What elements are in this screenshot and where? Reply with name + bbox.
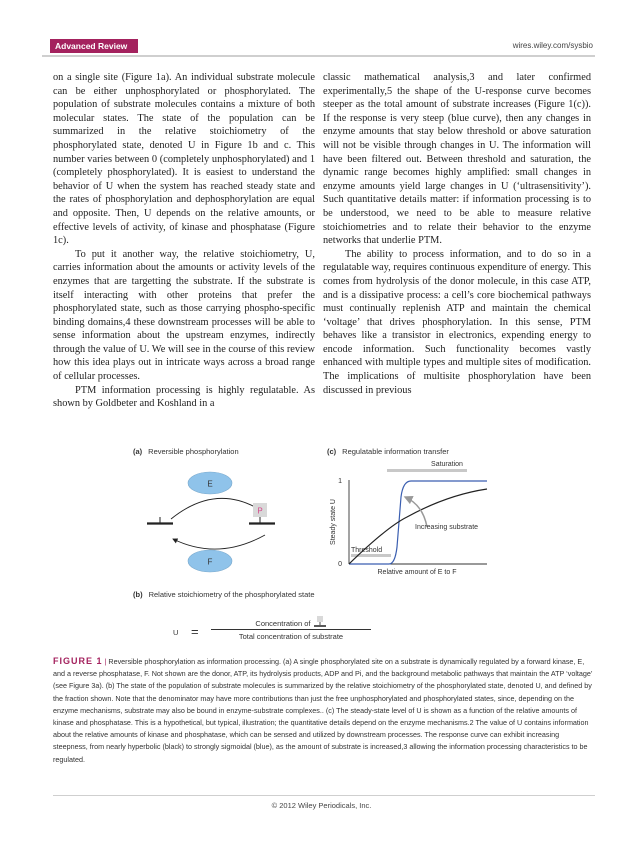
response-curve-chart: [327, 457, 507, 582]
journal-url[interactable]: wires.wiley.com/sysbio: [512, 41, 593, 50]
svg-text:Steady state U: Steady state U: [330, 499, 337, 545]
svg-text:1: 1: [338, 478, 342, 485]
figure-panel-c: [327, 447, 507, 582]
svg-text:Relative amount of E to F: Relative amount of E to F: [377, 569, 457, 576]
svg-text:F: F: [207, 557, 213, 567]
paragraph: The ability to process information, and to do so in a regulatable way, requires continuous expenditure of energy. This comes from hydrolysis of the donor molecule, in this case ATP, and is a dissipative process: a cell’s core biochemical pathways must continually replenish ATP and maintain the chemical ‘voltage’ that drives phosphorylation. In this sense, PTM behaves like a transistor in electronics, expending energy to encode information. Such functionality becomes vastly enhanced with multiple types and multiple sites of modification. The implications of multisite phosphorylation have been discussed in previous: [323, 248, 591, 396]
paragraph: classic mathematical analysis,3 and later confirmed experimentally,5 the shape of the U-response curve becomes steeper as the total amount of substrate increases (Figure 1(c)). If the response is very steep (blue curve), then any changes in enzyme amounts that stay below threshold or above saturation will not be visible through changes in U. The information will have been filtered out. Between threshold and saturation, the dynamic range becomes highly amplified: small changes in enzyme amounts yield large changes in U (‘ultrasensitivity’). Such quantitative details matter: if information processing is to be understood, we need to be able to measure relative stoichiometries and to relate their behavior to the enzyme networks that underlie PTM.: [323, 72, 591, 247]
section-badge: Advanced Review: [50, 39, 138, 53]
right-column: [323, 71, 591, 397]
paragraph: PTM information processing is highly regulatable. As shown by Goldbeter and Koshland in a: [53, 384, 315, 410]
svg-text:E: E: [207, 479, 213, 489]
threshold-label: Threshold: [351, 547, 383, 554]
equation-equals: =: [191, 624, 199, 639]
caption-text: Reversible phosphorylation as information processing. (a) A single phosphorylated site on a substrate is dynamically regulated by a forward kinase, E, and a reverse phosphatase, F. Not shown are the donor, ATP, its hydrolysis products, ADP and Pi, and the background metabolic pathways that maintain the ATP ‘voltage’ (see Figure 3a). (b) The state of the population of substrate molecules is summarized by the relative stoichiometry of the phosphorylated state, denoted U, and defined by the fraction shown. Note that the denominator may have more contributions than just the free unphosphorylated and phosphorylated states, since, depending on the enzyme mechanisms, substrate may also be bound in enzyme-substrate complexes.. (c) The steady-state level of U is shown as a function of the relative amounts of kinase and phosphatase. This is a hypothetical, but typical, illustration; the quantitative details depend on the enzyme mechanisms.2 The value of U contains information about the relative amounts of kinase and phosphatase, which can be sensed and utilized by downstream processes. The response curve can exhibit increasing steepness, from nearly hyperbolic (black) to strongly sigmoidal (blue), as the amount of substrate is increased,3 allowing the information processing characteristics to be regulated.: [53, 657, 593, 764]
phosphorylation-cycle-diagram: [133, 461, 313, 581]
saturation-label: Saturation: [431, 461, 463, 468]
footer-divider: [53, 795, 595, 796]
stoichiometry-equation: [173, 616, 393, 644]
panel-b-label: (b) Relative stoichiometry of the phosphorylated state: [133, 590, 315, 599]
equation-denominator: Total concentration of substrate: [238, 632, 344, 641]
svg-text:0: 0: [338, 561, 342, 568]
equation-lhs: U: [173, 628, 179, 637]
equation-numerator: Concentration of: [255, 619, 311, 628]
figure-panel-a: [133, 447, 313, 577]
paragraph: To put it another way, the relative stoichiometry, U, carries information about the amounts or activity levels of the enzymes that are targetting the substrate. If the substrate is itself interacting with other proteins that prefer the phosphorylated state, such as those carrying phospho-specific binding domains,4 these downstream processes will be able to sense information about the upstream enzymes, indirectly through the value of U. We will see in the course of this review how this idea plays out in intricate ways across a broad range of cellular processes.: [53, 248, 315, 383]
paragraph: on a single site (Figure 1a). An individual substrate molecule can be either unphosphorylated or phosphorylated. The population of substrate molecules contains a mixture of both molecular states. The state of the population can be summarized in the relative stoichiometry of the phosphorylated state, denoted U in Figure 1b and c. This number varies between 0 (completely unphosphorylated) and 1 (completely phosphorylated). It is easiest to understand the behavior of U when the system has reached steady state and the rates of phosphorylation and dephosphorylation are equal and opposite. Then, U depends on the relative amounts, or effective levels of activity, of kinase and phosphatase (Figure 1c).: [53, 72, 315, 247]
increasing-substrate-label: Increasing substrate: [415, 524, 479, 531]
panel-c-label: (c) Regulatable information transfer: [327, 447, 449, 456]
panel-a-label: (a) Reversible phosphorylation: [133, 447, 239, 456]
svg-text:P: P: [257, 506, 263, 516]
left-column: [53, 71, 315, 411]
header-divider: [42, 55, 595, 57]
phospho-substrate-icon: [313, 616, 327, 628]
figure-number: FIGURE 1: [53, 656, 103, 666]
figure-panel-b: [133, 590, 393, 645]
figure-caption: FIGURE 1 | Reversible phosphorylation as information processing. (a) A single phosphorylated site on a substrate is dynamically regulated by a forward kinase, E, and a reverse phosphatase, F. Not shown are the donor, ATP, its hydrolysis products, ADP and Pi, and the background metabolic pathways that maintain the ATP ‘voltage’ (see Figure 3a). (b) The state of the population of substrate molecules is summarized by the relative stoichiometry of the phosphorylated state, denoted U, and defined by the fraction shown. Note that the denominator may have more contributions than just the free unphosphorylated and phosphorylated states, since, depending on the enzyme mechanisms, substrate may also be bound in enzyme-substrate complexes.. (c) The steady-state level of U is shown as a function of the relative amounts of kinase and phosphatase. This is a hypothetical, but typical, illustration; the quantitative details depend on the enzyme mechanisms.2 The value of U contains information about the relative amounts of kinase and phosphatase, which can be sensed and utilized by downstream processes. The response curve can exhibit increasing steepness, from nearly hyperbolic (black) to strongly sigmoidal (blue), as the amount of substrate is increased,3 allowing the information processing characteristics to be regulated.: [53, 656, 593, 764]
copyright: © 2012 Wiley Periodicals, Inc.: [271, 801, 372, 810]
